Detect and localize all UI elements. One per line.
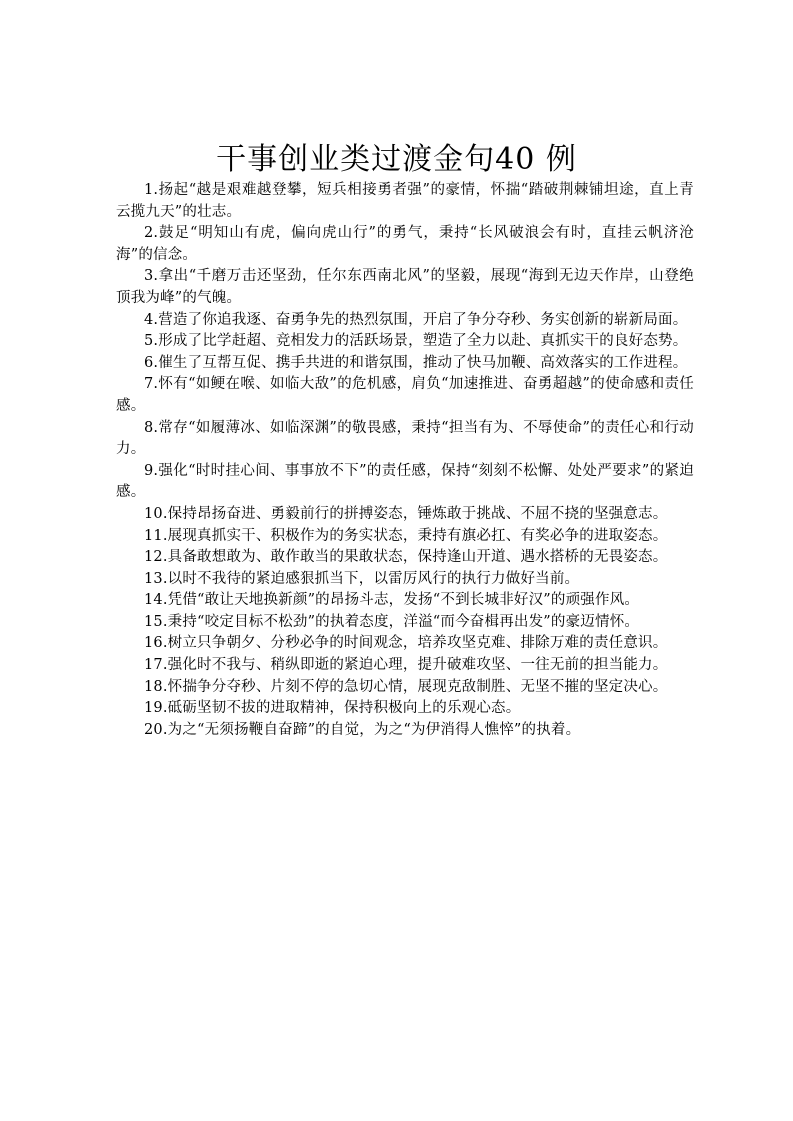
list-item: 7.怀有“如鲠在喉、如临大敌”的危机感，肩负“加速推进、奋勇超越”的使命感和责任感。 bbox=[116, 376, 694, 414]
list-item: 15.秉持“咬定目标不松劲”的执着态度，洋溢“而今奋楫再出发”的豪迈情怀。 bbox=[144, 613, 640, 630]
list-item: 5.形成了比学赶超、竞相发力的活跃场景，塑造了全力以赴、真抓实干的良好态势。 bbox=[144, 333, 688, 350]
list-item: 3.拿出“千磨万击还坚劲，任尔东西南北风”的坚毅，展现“海到无边天作岸，山登绝顶我为峰”的气魄。 bbox=[116, 268, 694, 306]
item-list bbox=[116, 180, 694, 741]
list-item: 8.常存“如履薄冰、如临深渊”的敬畏感，秉持“担当有为、不辱使命”的责任心和行动力。 bbox=[116, 419, 694, 458]
list-item: 4.营造了你追我逐、奋勇争先的热烈氛围，开启了争分夺秒、务实创新的崭新局面。 bbox=[144, 311, 688, 328]
list-item: 17.强化时不我与、稍纵即逝的紧迫心理，提升破难攻坚、一往无前的担当能力。 bbox=[144, 657, 668, 674]
list-item: 18.怀揣争分夺秒、片刻不停的急切心情，展现克敌制胜、无坚不摧的坚定决心。 bbox=[144, 678, 668, 695]
list-item: 12.具备敢想敢为、敢作敢当的果敢状态，保持逢山开道、遇水搭桥的无畏姿态。 bbox=[144, 549, 668, 566]
list-item: 6.催生了互帮互促、携手共进的和谐氛围，推动了快马加鞭、高效落实的工作进程。 bbox=[144, 354, 688, 371]
list-item: 10.保持昂扬奋进、勇毅前行的拼搏姿态，锤炼敢于挑战、不屈不挠的坚强意志。 bbox=[144, 505, 668, 522]
list-item: 14.凭借“敢让天地换新颜”的昂扬斗志，发扬“不到长城非好汉”的顽强作风。 bbox=[144, 592, 640, 609]
list-item: 11.展现真抓实干、积极作为的务实状态，秉持有旗必扛、有奖必争的进取姿态。 bbox=[144, 527, 668, 544]
list-item: 20.为之“无须扬鞭自奋蹄”的自觉，为之“为伊消得人憔悴”的执着。 bbox=[144, 721, 581, 738]
list-item: 13.以时不我待的紧迫感狠抓当下，以雷厉风行的执行力做好当前。 bbox=[144, 570, 580, 587]
list-item: 16.树立只争朝夕、分秒必争的时间观念，培养攻坚克难、排除万难的责任意识。 bbox=[144, 635, 668, 652]
list-item: 1.扬起“越是艰难越登攀，短兵相接勇者强”的豪情，怀揣“踏破荆棘铺坦途，直上青云揽九天”的壮志。 bbox=[116, 182, 694, 220]
page-title: 干事创业类过渡金句40 例 bbox=[216, 142, 577, 177]
list-item: 9.强化“时时挂心间、事事放不下”的责任感，保持“刻刻不松懈、处处严要求”的紧迫感。 bbox=[116, 462, 694, 501]
list-item: 2.鼓足“明知山有虎，偏向虎山行”的勇气，秉持“长风破浪会有时，直挂云帆济沧海”的信念。 bbox=[116, 225, 694, 263]
list-item: 19.砥砺坚韧不拔的进取精神，保持积极向上的乐观心态。 bbox=[144, 700, 521, 717]
